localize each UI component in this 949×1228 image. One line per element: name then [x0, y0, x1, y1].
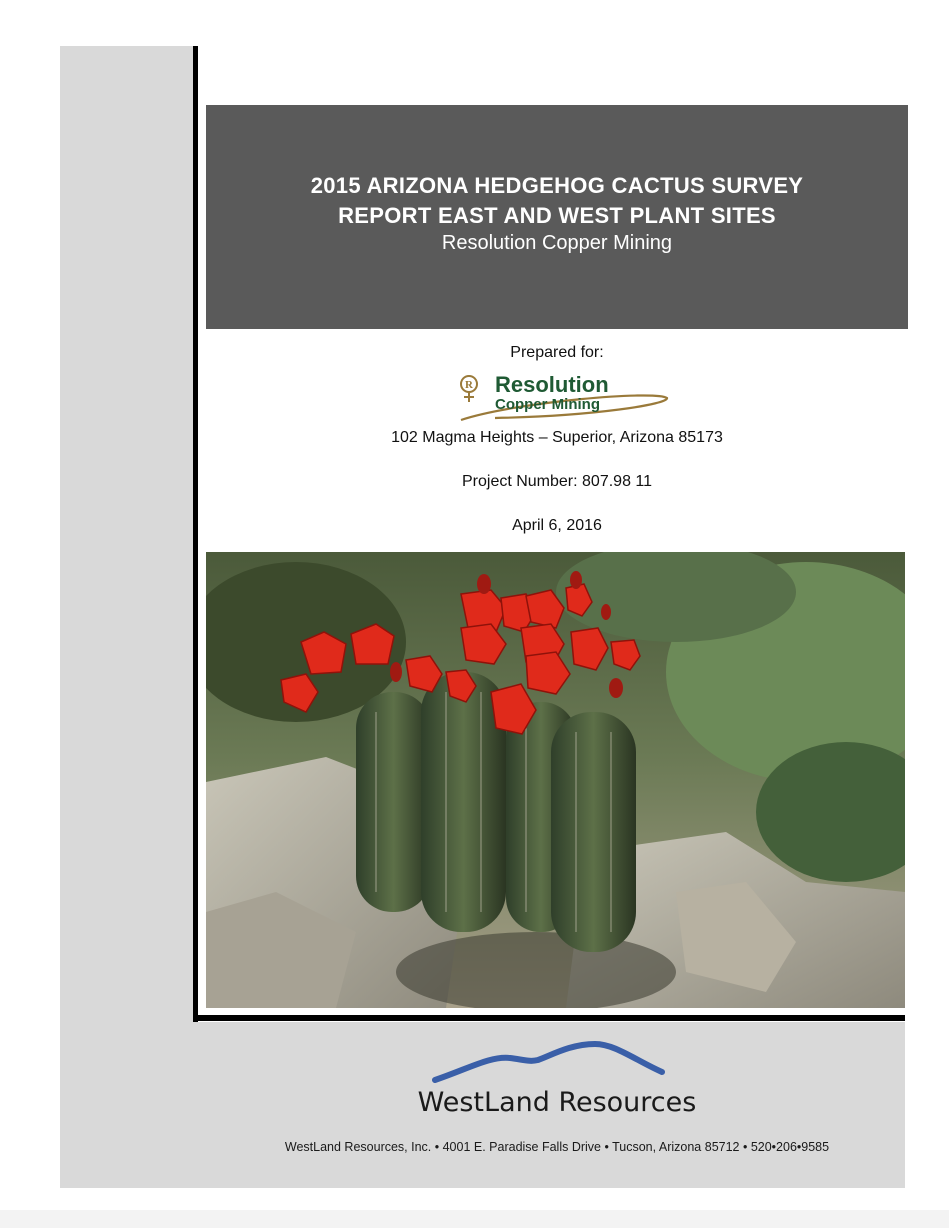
- client-address: 102 Magma Heights – Superior, Arizona 85173: [391, 429, 723, 446]
- logo-text-resolution: Resolution: [495, 372, 609, 397]
- westland-mountain-logo: [430, 1038, 670, 1088]
- mountain-icon: [430, 1038, 670, 1088]
- page-gutter: [0, 1210, 949, 1228]
- report-title-line-2: REPORT EAST AND WEST PLANT SITES: [338, 203, 776, 228]
- cover-photo-cactus: [206, 552, 905, 1008]
- photo-cactus-illustration: [206, 552, 905, 1008]
- resolution-copper-logo: [455, 372, 670, 424]
- westland-resources-name: WestLand Resources: [417, 1087, 697, 1118]
- prepared-for-label: Prepared for:: [510, 344, 604, 361]
- left-gray-band: [60, 46, 193, 1188]
- logo-text-copper-mining: Copper Mining: [495, 396, 600, 413]
- title-box: [206, 105, 908, 329]
- westland-contact-footer: WestLand Resources, Inc. • 4001 E. Paradise Falls Drive • Tucson, Arizona 85712 • 520•206•9585: [284, 1140, 830, 1154]
- horizontal-rule: [193, 1015, 905, 1021]
- svg-text:R: R: [465, 379, 473, 391]
- vertical-rule: [193, 46, 198, 1022]
- report-subtitle: Resolution Copper Mining: [441, 232, 673, 254]
- report-title-line-1: 2015 ARIZONA HEDGEHOG CACTUS SURVEY: [310, 173, 804, 198]
- project-number: Project Number: 807.98 11: [461, 473, 653, 490]
- report-date: April 6, 2016: [512, 517, 602, 534]
